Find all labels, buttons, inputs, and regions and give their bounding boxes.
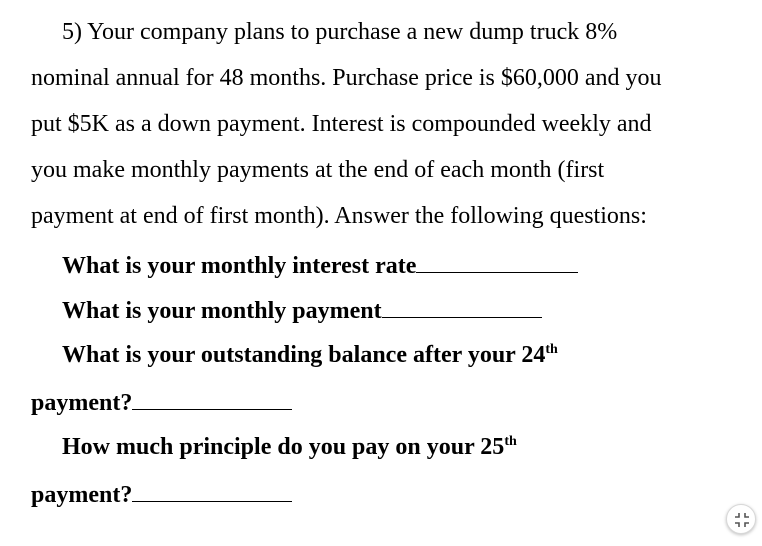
answer-blank-monthly-payment <box>382 295 542 318</box>
question-principal-paid-text: How much principle do you pay on your 25 <box>62 434 505 460</box>
problem-line-4: you make monthly payments at the end of each month (first <box>31 157 605 183</box>
problem-line-1: 5) Your company plans to purchase a new dump truck 8% <box>62 19 618 45</box>
ordinal-suffix: th <box>545 342 558 357</box>
problem-line-2: nominal annual for 48 months. Purchase price is $60,000 and you <box>31 65 662 91</box>
answer-blank-principal-paid <box>132 479 292 502</box>
question-principal-paid-cont <box>31 479 292 509</box>
answer-blank-outstanding-balance <box>132 387 292 410</box>
question-monthly-rate <box>62 250 578 280</box>
question-principal-paid <box>62 433 517 461</box>
question-outstanding-balance-cont <box>31 387 292 417</box>
question-outstanding-balance <box>62 341 558 369</box>
collapse-arrows-icon <box>734 512 750 528</box>
ordinal-suffix: th <box>504 434 517 449</box>
question-monthly-payment <box>62 295 542 325</box>
question-outstanding-balance-text: What is your outstanding balance after your 24 <box>62 342 546 368</box>
answer-blank-monthly-rate <box>416 250 578 273</box>
question-outstanding-balance-cont-text: payment? <box>31 390 133 416</box>
question-monthly-rate-text: What is your monthly interest rate <box>62 253 417 279</box>
question-principal-paid-cont-text: payment? <box>31 482 133 508</box>
question-monthly-payment-text: What is your monthly payment <box>62 298 382 324</box>
problem-line-5: payment at end of first month). Answer the following questions: <box>31 203 647 229</box>
problem-line-3: put $5K as a down payment. Interest is compounded weekly and <box>31 111 652 137</box>
expand-button[interactable] <box>726 504 756 534</box>
